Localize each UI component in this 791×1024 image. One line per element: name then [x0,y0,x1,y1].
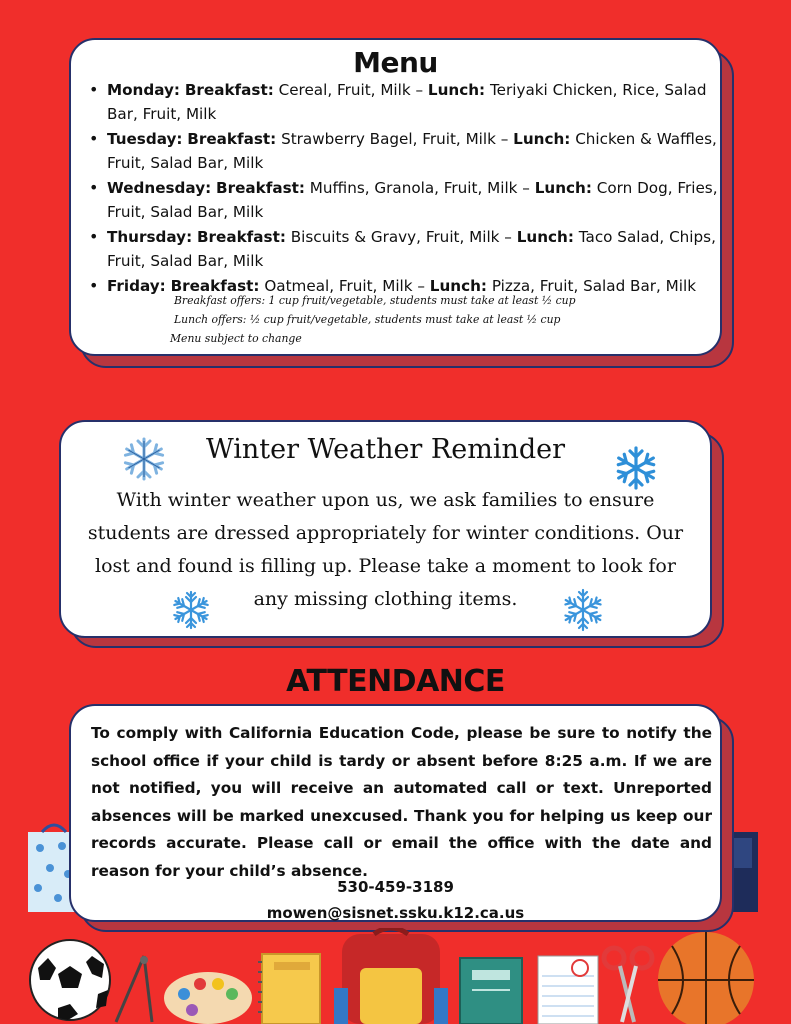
menu-item-monday: • Monday: Breakfast: Cereal, Fruit, Milk – Lunch: Teriyaki Chicken, Rice, Salad Bar, Fruit, Milk [107,78,727,126]
lunch-offer-note: Lunch offers: ½ cup fruit/vegetable, students must take at least ½ cup [174,313,561,326]
menu-card [69,38,722,356]
menu-change-note: Menu subject to change [170,332,302,345]
winter-card [59,420,712,638]
compass-tool-icon [108,952,158,1024]
breakfast-offer-note: Breakfast offers: 1 cup fruit/vegetable, students must take at least ½ cup [174,294,576,307]
basketball-icon [654,928,758,1024]
menu-title: Menu [353,46,438,79]
menu-item-thursday: • Thursday: Breakfast: Biscuits & Gravy, Fruit, Milk – Lunch: Taco Salad, Chips, Fruit, Salad Bar, Milk [107,225,727,273]
scissors-icon [600,944,656,1024]
winter-title: Winter Weather Reminder [205,434,566,465]
graded-paper-icon [536,954,600,1024]
attendance-card [69,704,722,922]
attendance-phone: 530-459-3189 [337,878,454,896]
attendance-email: mowen@sisnet.ssku.k12.ca.us [266,904,525,922]
paint-palette-icon [162,964,254,1024]
book-icon [458,956,524,1024]
menu-item-friday: • Friday: Breakfast: Oatmeal, Fruit, Milk – Lunch: Pizza, Fruit, Salad Bar, Milk [107,274,727,298]
soccer-ball-icon [28,928,112,1024]
menu-list [87,78,727,299]
winter-body: With winter weather upon us, we ask families to ensure students are dressed appropriately for winter conditions. Our lost and found is filling up. Please take a moment to look for any missing clothing items. [87,489,684,610]
notebook-icon [258,952,322,1024]
backpack-icon [334,928,448,1024]
menu-item-tuesday: • Tuesday: Breakfast: Strawberry Bagel, Fruit, Milk – Lunch: Chicken & Waffles, Fruit, Salad Bar, Milk [107,127,727,175]
menu-item-wednesday: • Wednesday: Breakfast: Muffins, Granola, Fruit, Milk – Lunch: Corn Dog, Fries, Fruit, Salad Bar, Milk [107,176,727,224]
attendance-body: To comply with California Education Code, please be sure to notify the school office if your child is tardy or absent before 8:25 a.m. If we are not notified, you will receive an automated call or text. Unreported absences will be marked unexcused. Thank you for helping us keep our records accurate. Please call or email the office with the date and reason for your child’s absence. [91,724,712,880]
attendance-heading: ATTENDANCE [286,664,505,699]
